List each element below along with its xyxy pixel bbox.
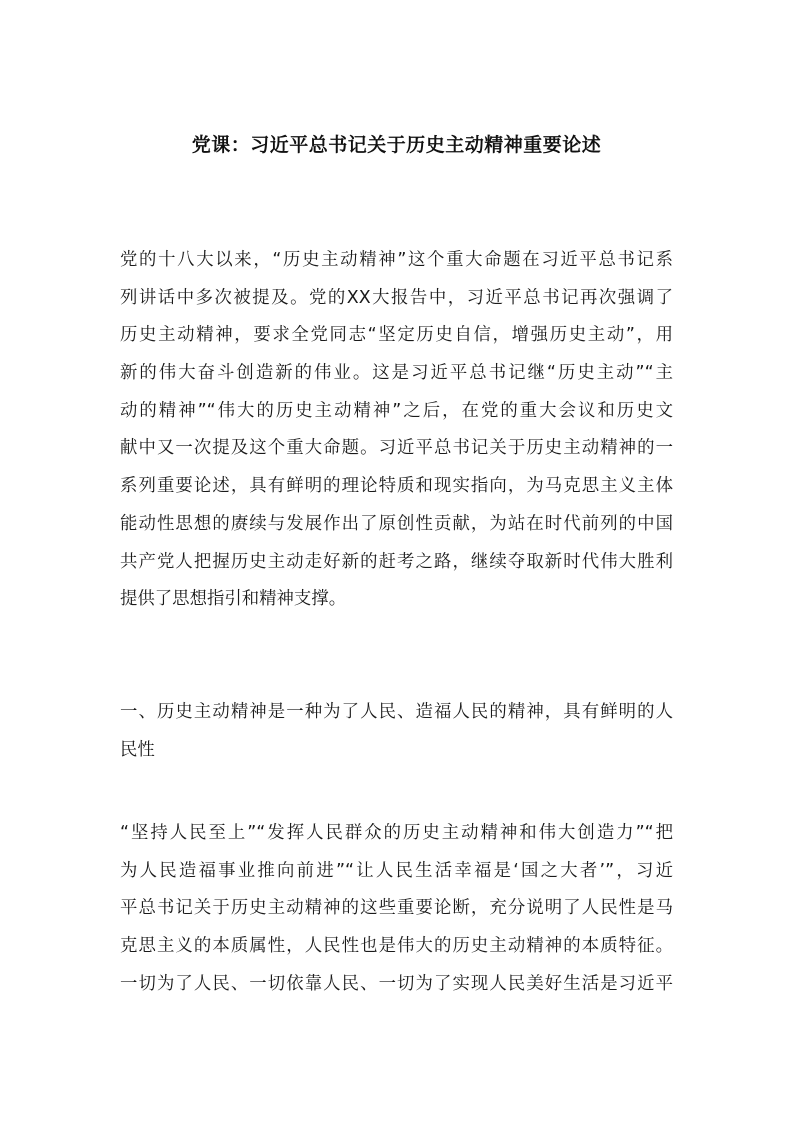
paragraph-line: “坚持人民至上”“发挥人民群众的历史主动精神和伟大创造力”“把 (120, 823, 673, 843)
paragraph-line: 能动性思想的赓续与发展作出了原创性贡献，为站在时代前列的中国 (120, 513, 673, 534)
heading-line: 一、历史主动精神是一种为了人民、造福人民的精神，具有鲜明的人 (120, 702, 673, 722)
paragraph-section-1 (120, 815, 673, 1003)
paragraph-line: 献中又一次提及这个重大命题。习近平总书记关于历史主动精神的一 (120, 438, 673, 459)
paragraph-line: 共产党人把握历史主动走好新的赶考之路，继续夺取新时代伟大胜利 (120, 551, 673, 572)
paragraph-line: 列讲话中多次被提及。党的XX大报告中，习近平总书记再次强调了 (120, 287, 673, 308)
paragraph-line: 平总书记关于历史主动精神的这些重要论断，充分说明了人民性是马 (120, 898, 673, 919)
paragraph-line: 克思主义的本质属性，人民性也是伟大的历史主动精神的本质特征。 (120, 936, 673, 957)
paragraph-intro (120, 242, 673, 619)
document-title: 党课：习近平总书记关于历史主动精神重要论述 (191, 134, 602, 156)
heading-line: 民性 (120, 739, 155, 760)
paragraph-line: 一切为了人民、一切依靠人民、一切为了实现人民美好生活是习近平 (120, 973, 673, 994)
paragraph-line: 为人民造福事业推向前进”“让人民生活幸福是‘国之大者’”，习近 (120, 860, 673, 881)
paragraph-line: 动的精神”“伟大的历史主动精神”之后，在党的重大会议和历史文 (120, 400, 673, 421)
paragraph-line: 党的十八大以来，“历史主动精神”这个重大命题在习近平总书记系 (120, 250, 673, 270)
paragraph-line: 新的伟大奋斗创造新的伟业。这是习近平总书记继“历史主动”“主 (120, 363, 673, 384)
paragraph-line: 系列重要论述，具有鲜明的理论特质和现实指向，为马克思主义主体 (120, 476, 673, 497)
paragraph-line: 提供了思想指引和精神支撑。 (120, 589, 347, 610)
paragraph-line: 历史主动精神，要求全党同志“坚定历史自信，增强历史主动”，用 (120, 325, 673, 346)
section-heading-1 (120, 694, 673, 769)
